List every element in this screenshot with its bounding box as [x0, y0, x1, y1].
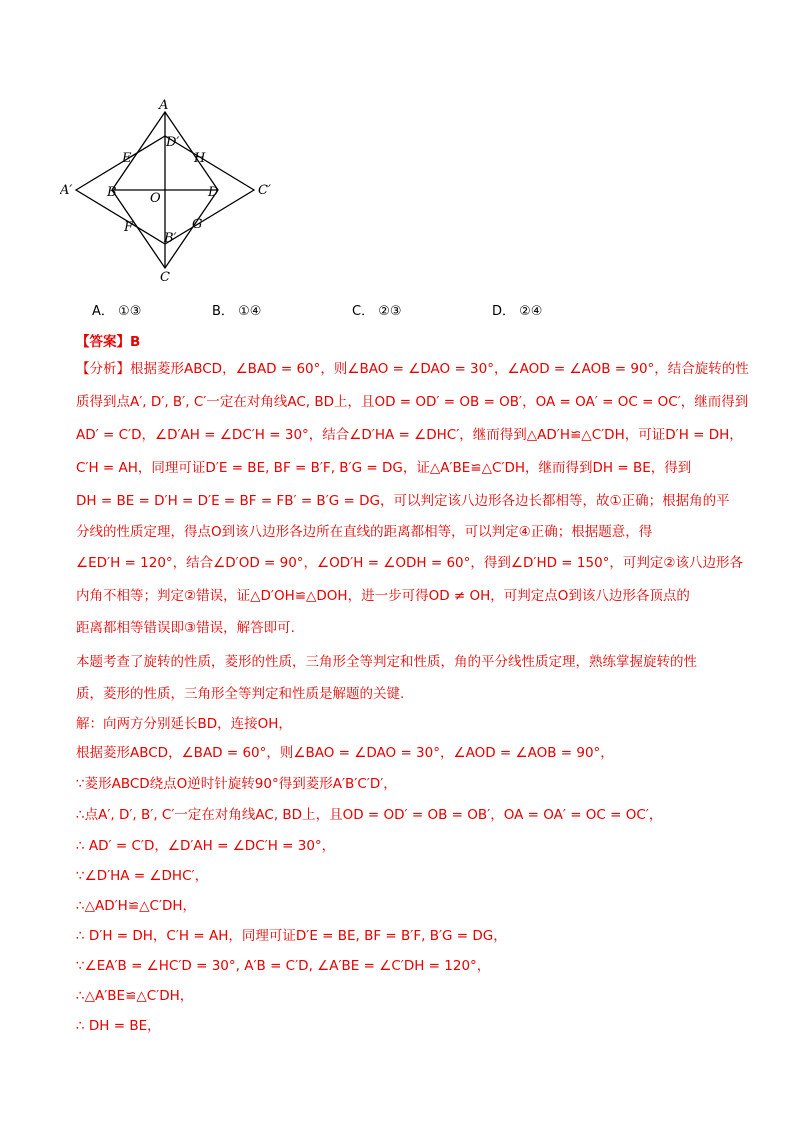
option-c — [352, 300, 402, 319]
analysis-line: 质得到点A′, D′, B′, C′一定在对角线AC, BD上，且OD = OD′ = OB = OB′，OA = OA′ = OC = OC′，继而得到 — [76, 394, 749, 410]
option-text: ②④ — [519, 304, 543, 319]
solution-line: ∴ D′H = DH，C′H = AH，同理可证D′E = BE, BF = B′F, B′G = DG， — [76, 928, 507, 944]
label-B: B — [107, 185, 117, 200]
solution-line: 解：向两方分别延长BD，连接OH， — [76, 716, 292, 732]
option-a — [92, 300, 141, 319]
solution-line: ∵菱形ABCD绕点O逆时针旋转90°得到菱形A′B′C′D′， — [76, 776, 397, 792]
option-letter: A． — [92, 304, 114, 319]
solution-line: 根据菱形ABCD，∠BAD = 60°，则∠BAO = ∠DAO = 30°，∠AOD = ∠AOB = 90°， — [76, 745, 614, 761]
answer-line: 【答案】B — [76, 334, 141, 350]
label-A: A — [159, 98, 169, 113]
label-B1: B′ — [164, 231, 177, 246]
label-A1: A′ — [60, 183, 73, 198]
solution-line: ∵∠D′HA = ∠DHC′， — [76, 868, 209, 884]
label-H: H — [194, 151, 206, 166]
rhombus-rotation-figure — [60, 96, 280, 286]
analysis-line: C′H = AH，同理可证D′E = BE, BF = B′F, B′G = DG，证△A′BE≌△C′DH，继而得到DH = BE，得到 — [76, 460, 692, 476]
solution-line: ∴△AD′H≌△C′DH， — [76, 898, 197, 914]
analysis-line: 距离都相等错误即③错误，解答即可. — [76, 620, 295, 636]
analysis-line: 分线的性质定理，得点O到该八边形各边所在直线的距离都相等，可以判定④正确；根据题意，得 — [76, 524, 653, 540]
option-text: ①④ — [238, 304, 262, 319]
option-letter: D． — [492, 304, 516, 319]
option-letter: C． — [352, 304, 375, 319]
label-E: E — [122, 151, 132, 166]
label-D: D — [208, 185, 219, 200]
analysis-line: 本题考查了旋转的性质，菱形的性质，三角形全等判定和性质，角的平分线性质定理，熟练掌握旋转的性 — [76, 654, 697, 670]
solution-line: ∴点A′, D′, B′, C′一定在对角线AC, BD上，且OD = OD′ = OB = OB′，OA = OA′ = OC = OC′， — [76, 807, 663, 823]
label-F: F — [124, 220, 134, 235]
option-text: ①③ — [118, 304, 142, 319]
option-letter: B． — [212, 304, 234, 319]
option-text: ②③ — [378, 304, 402, 319]
solution-line: ∴ DH = BE， — [76, 1018, 161, 1034]
label-O: O — [150, 191, 161, 206]
analysis-line: 质，菱形的性质，三角形全等判定和性质是解题的关键. — [76, 686, 405, 702]
analysis-line: ∠ED′H = 120°，结合∠D′OD = 90°，∠OD′H = ∠ODH = 60°，得到∠D′HD = 150°，可判定②该八边形各 — [76, 555, 744, 571]
analysis-line: 【分析】根据菱形ABCD，∠BAD = 60°，则∠BAO = ∠DAO = 30°，∠AOD = ∠AOB = 90°，结合旋转的性 — [76, 361, 749, 377]
solution-line: ∵∠EA′B = ∠HC′D = 30°, A′B = C′D, ∠A′BE = ∠C′DH = 120°， — [76, 958, 491, 974]
option-b — [212, 300, 261, 319]
label-C1: C′ — [258, 183, 271, 198]
label-G: G — [192, 217, 203, 232]
solution-line: ∴ AD′ = C′D，∠D′AH = ∠DC′H = 30°， — [76, 838, 336, 854]
label-C: C — [160, 270, 170, 285]
label-D1: D′ — [166, 135, 180, 150]
analysis-line: AD′ = C′D，∠D′AH = ∠DC′H = 30°，结合∠D′HA = ∠DHC′，继而得到△AD′H≌△C′DH，可证D′H = DH， — [76, 427, 743, 443]
solution-line: ∴△A′BE≌△C′DH， — [76, 988, 194, 1004]
analysis-line: DH = BE = D′H = D′E = BF = FB′ = B′G = DG，可以判定该八边形各边长都相等，故①正确；根据角的平 — [76, 493, 730, 509]
analysis-line: 内角不相等；判定②错误，证△D′OH≌△DOH，进一步可得OD ≠ OH，可判定点O到该八边形各顶点的 — [76, 588, 690, 604]
option-d — [492, 300, 542, 319]
